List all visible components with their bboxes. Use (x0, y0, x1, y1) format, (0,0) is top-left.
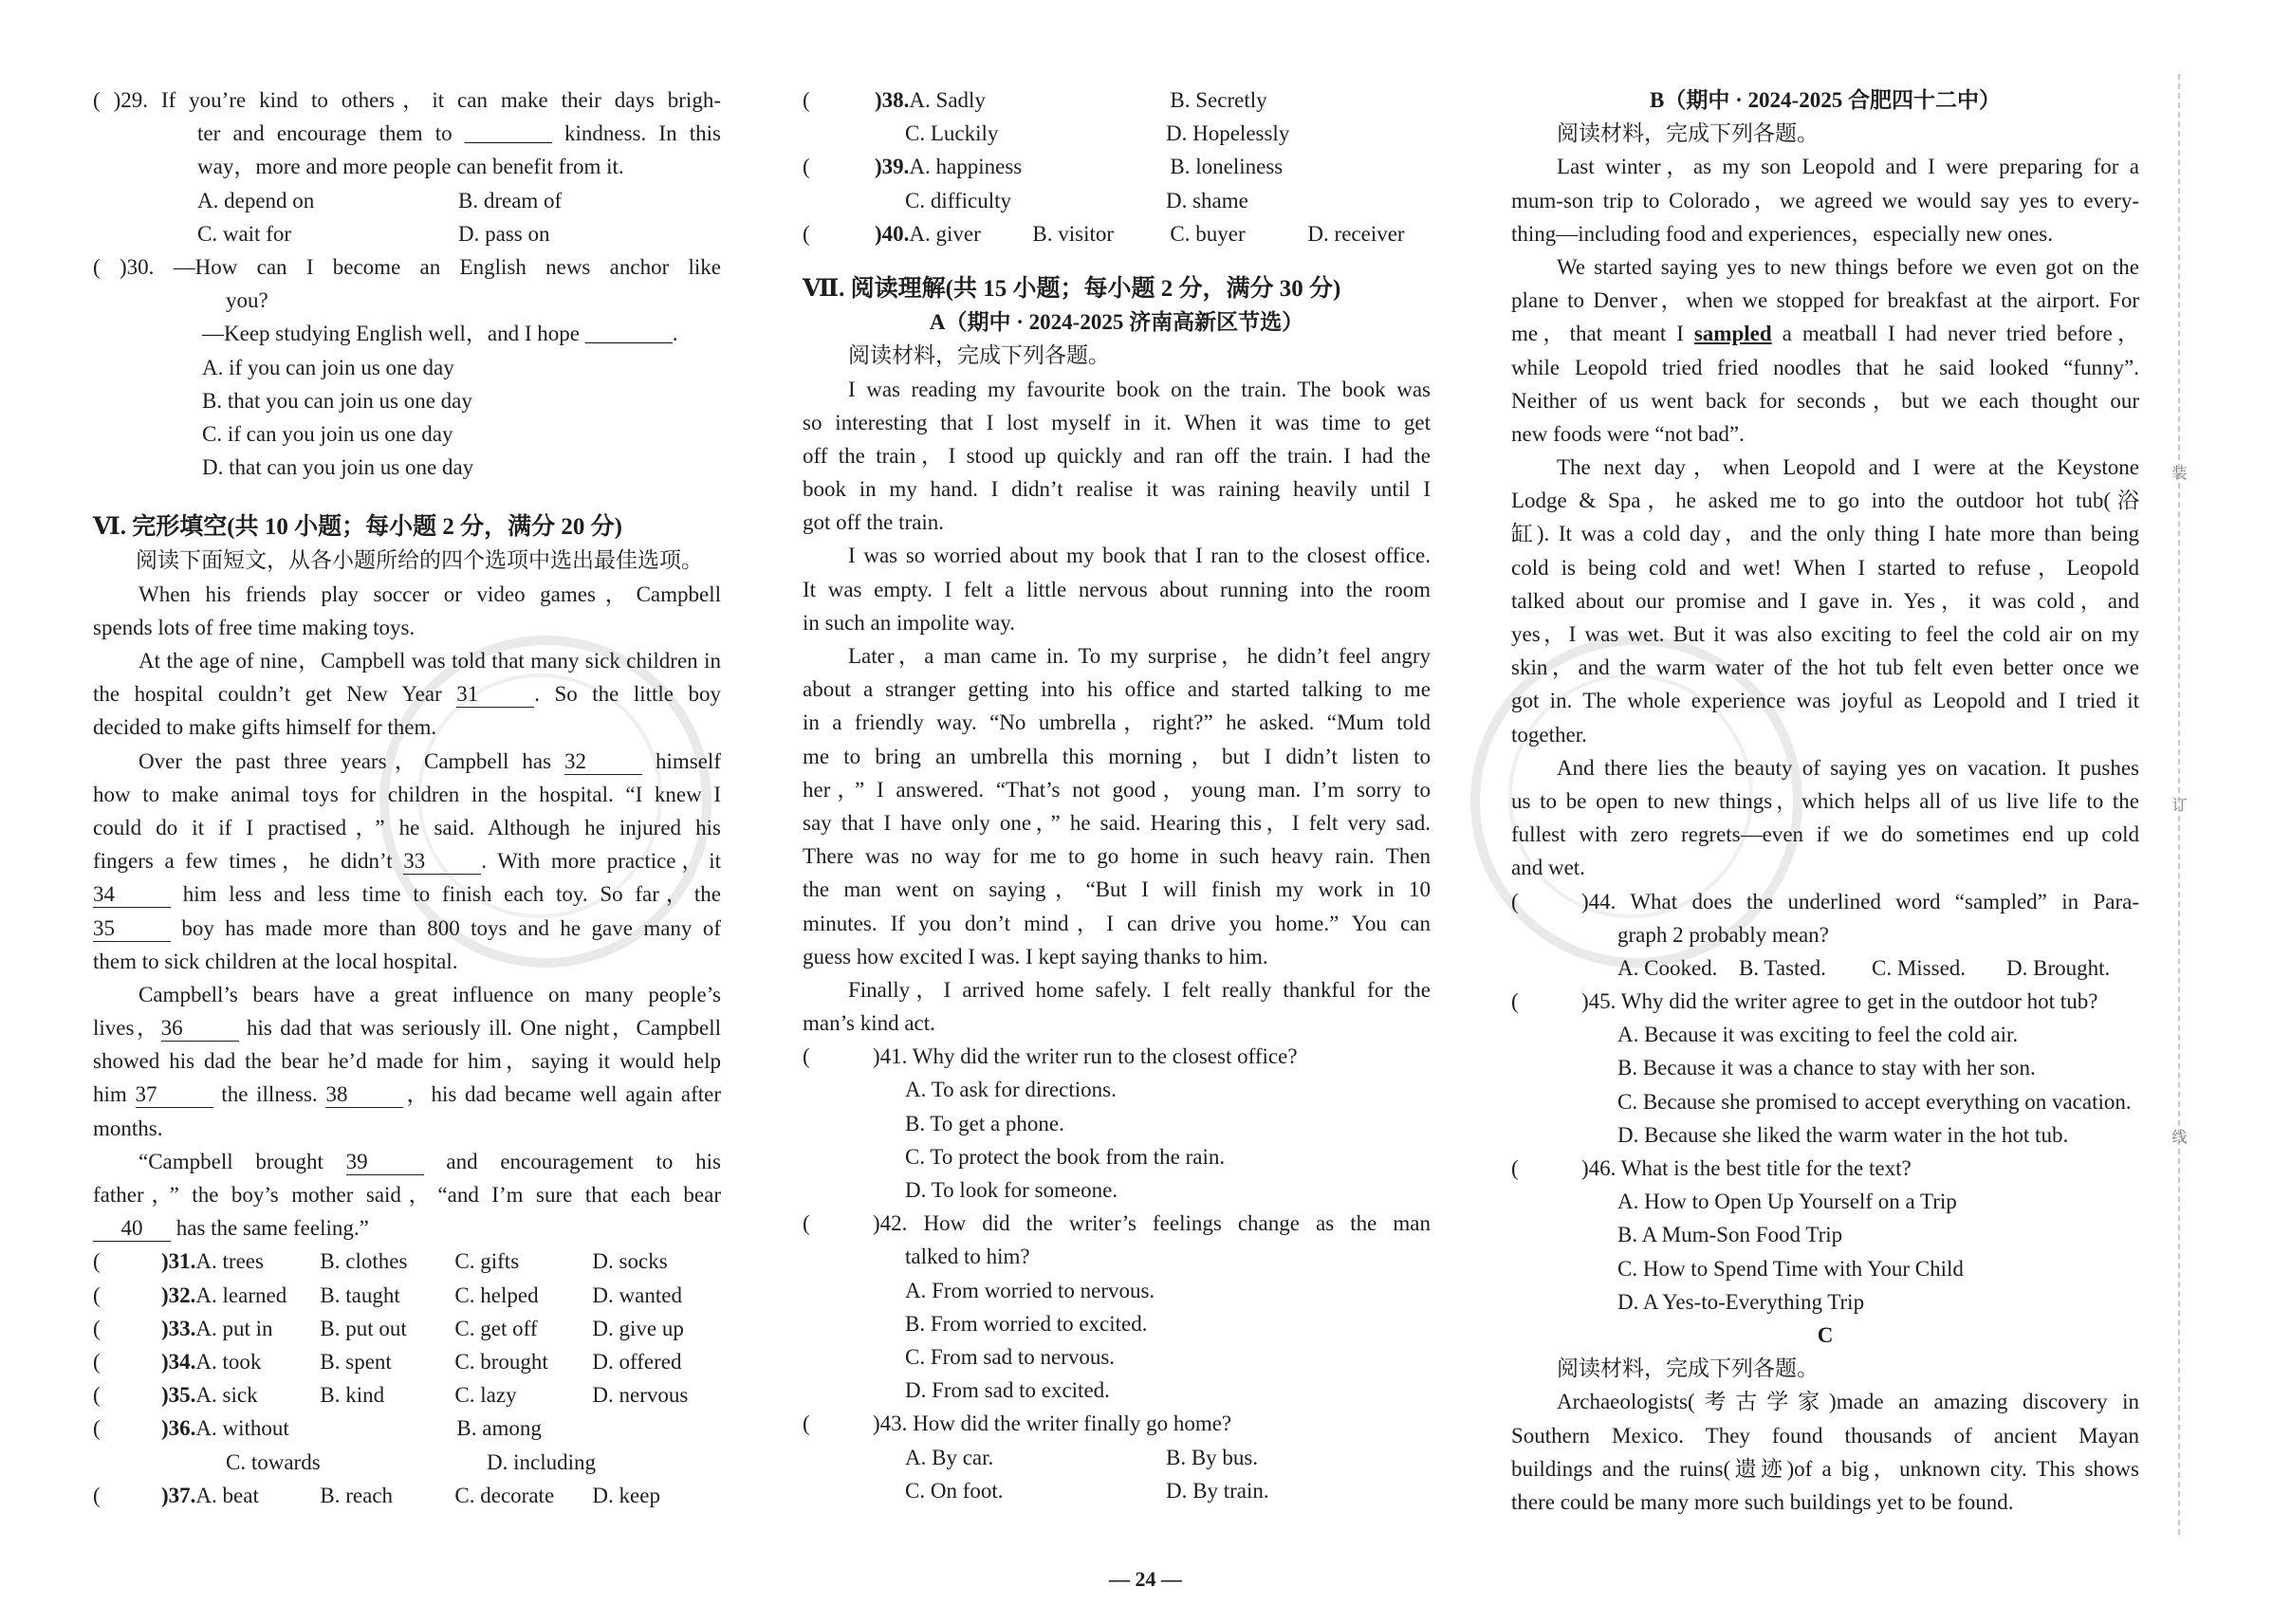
c2-passage-line: man’s kind act. (803, 1011, 935, 1036)
passage-c-title: C (1817, 1322, 1834, 1347)
q36-row-1: ( )36. A. without B. among (93, 1412, 721, 1445)
q42-option-d[interactable]: D. From sad to excited. (905, 1378, 1110, 1403)
c1-passage-line: lives，36 his dad that was seriously ill. One night，Campbell (93, 1016, 721, 1041)
q44-options-row (1511, 951, 2139, 985)
c1-passage-line: how to make animal toys for children in the hospital. “I knew I (93, 782, 721, 806)
c3-passage-line: plane to Denver，when we stopped for breakfast at the airport. For (1511, 288, 2139, 313)
passage-a-instructions: 阅读材料，完成下列各题。 (848, 343, 1110, 368)
q35-option-b[interactable]: B. kind (320, 1383, 385, 1408)
q40-option-c[interactable]: C. buyer (1170, 221, 1246, 246)
c1-passage-line: showed his dad the bear he’d made for him，saying it would help (93, 1049, 721, 1074)
q42-option-b[interactable]: B. From worried to excited. (905, 1311, 1148, 1336)
q43-option-c[interactable]: C. On foot. (905, 1478, 1004, 1503)
column-3 (1511, 83, 2139, 1519)
q35-option-d[interactable]: D. nervous (592, 1383, 689, 1408)
q34-option-c[interactable]: C. brought (454, 1349, 548, 1374)
c3-passage-line: thing—including food and experiences，especially new ones. (1511, 221, 2054, 246)
c2-passage-line: her，” I answered. “That’s not good，young man. I’m sorry to (803, 777, 1431, 802)
passage-a-text (803, 373, 1431, 1041)
q38-row-2 (803, 117, 1431, 150)
cloze-passage (93, 578, 721, 1246)
c3-passage-line: cold is being cold and wet! When I started to refuse，Leopold (1511, 555, 2139, 580)
c1-passage-line: spends lots of free time making toys. (93, 615, 416, 639)
c3-passage-line: Last winter，as my son Leopold and I were preparing for a (1557, 155, 2139, 179)
q39-option-b[interactable]: B. loneliness (1170, 155, 1284, 179)
q30-option-b[interactable]: B. that you can join us one day (202, 388, 472, 413)
q46-option-c[interactable]: C. How to Spend Time with Your Child (1617, 1256, 1964, 1281)
c2-passage-line: I was so worried about my book that I ran to the closest office. (848, 544, 1431, 568)
q33-option-a[interactable]: A. put in (195, 1316, 273, 1340)
q43-option-b[interactable]: B. By bus. (1166, 1445, 1259, 1469)
q35-row: ( )35. A. sick B. kind C. lazy D. nervous (93, 1378, 721, 1412)
margin-mark-2: 订 (2170, 797, 2186, 812)
q34-option-b[interactable]: B. spent (320, 1349, 392, 1374)
q37-option-a[interactable]: A. beat (195, 1483, 259, 1507)
q29-line-1: ( )29. If you’re kind to others，it can make their days brigh- (93, 88, 721, 112)
q46-option-a[interactable]: A. How to Open Up Yourself on a Trip (1617, 1190, 1957, 1214)
passage-b-title: B（期中 · 2024-2025 合肥四十二中） (1650, 88, 2001, 112)
q33-row: ( )33. A. put in B. put out C. get off D. give up (93, 1312, 721, 1345)
c2-passage-line: Finally，I arrived home safely. I felt really thankful for the (848, 977, 1431, 1002)
blank-36[interactable]: 36 (161, 1016, 239, 1042)
c3-passage-line: talked about our promise and I gave in. Yes，it was cold，and (1511, 588, 2139, 613)
c1-passage-line: fingers a few times，he didn’t 33 . With more practice，it (93, 849, 721, 874)
q29-options-row-2 (93, 217, 721, 250)
q29-option-a[interactable]: A. depend on (197, 188, 315, 212)
c3-passage-line: 缸). It was a cold day，and the only thing I hate more than being (1511, 522, 2139, 546)
c1-passage-line: months. (93, 1116, 163, 1140)
q29-line-3: way，more and more people can benefit from it. (197, 155, 624, 179)
c2-passage-line: Later，a man came in. To my surprise，he didn’t feel angry (848, 644, 1431, 668)
q45-option-a[interactable]: A. Because it was exciting to feel the cold air. (1617, 1023, 2019, 1047)
c3-passage-line: Neither of us went back for seconds，but we each thought our (1511, 388, 2139, 413)
q38-row-1: ( )38. A. Sadly B. Secretly (803, 83, 1431, 117)
passage-c-instructions: 阅读材料，完成下列各题。 (1557, 1356, 1819, 1381)
q30-option-c[interactable]: C. if can you join us one day (202, 421, 453, 446)
q42-option-a[interactable]: A. From worried to nervous. (905, 1278, 1155, 1302)
q43-options-row-2 (803, 1474, 1431, 1507)
q31-option-c[interactable]: C. gifts (454, 1249, 520, 1274)
c3-passage-line: skin，and the warm water of the hot tub felt even better once we (1511, 655, 2139, 680)
c2-passage-line: guess how excited I was. I kept saying thanks to him. (803, 944, 1268, 969)
q32-option-c[interactable]: C. helped (454, 1283, 539, 1307)
q41-option-c[interactable]: C. To protect the book from the rain. (905, 1144, 1226, 1169)
c1-passage-line: Over the past three years，Campbell has 32 himself (139, 748, 721, 773)
q32-option-a[interactable]: A. learned (195, 1283, 287, 1307)
q41-stem: ( )41. Why did the writer run to the closest office? (803, 1044, 1298, 1069)
q45-stem: ( )45. Why did the writer agree to get in the outdoor hot tub? (1511, 989, 2098, 1014)
c1-passage-line: him 37 the illness. 38 ，his dad became well again after (93, 1082, 722, 1107)
blank-37[interactable]: 37 (136, 1082, 213, 1108)
q41-option-a[interactable]: A. To ask for directions. (905, 1078, 1117, 1102)
q44-option-b[interactable]: B. Tasted. (1739, 955, 1826, 980)
blank-31[interactable]: 31 (456, 682, 534, 708)
c1-passage-line: 35 boy has made more than 800 toys and he gave many of (93, 915, 721, 940)
q41-option-d[interactable]: D. To look for someone. (905, 1178, 1118, 1202)
c3-passage-line: And there lies the beauty of saying yes on vacation. It pushes (1557, 755, 2139, 780)
c2-passage-line: got off the train. (803, 510, 945, 535)
q33-option-b[interactable]: B. put out (320, 1316, 407, 1340)
q29-option-b[interactable]: B. dream of (458, 188, 563, 212)
blank-38[interactable]: 38 (325, 1082, 403, 1108)
passage-b-questions (1511, 885, 2139, 1319)
c2-passage-line: minutes. If you don’t mind，I can drive you home.” You can (803, 911, 1431, 935)
q37-option-c[interactable]: C. decorate (454, 1483, 555, 1507)
q36-option-b[interactable]: B. among (456, 1416, 542, 1441)
q38-option-b[interactable]: B. Secretly (1170, 88, 1267, 112)
c3-passage-line: We started saying yes to new things before we even got on the (1557, 254, 2139, 279)
c3-cpassage-line: Southern Mexico. They found thousands of ancient Mayan (1511, 1423, 2139, 1448)
q32-option-b[interactable]: B. taught (320, 1283, 400, 1307)
q30-option-d[interactable]: D. that can you join us one day (202, 455, 474, 480)
q38-option-c[interactable]: C. Luckily (905, 121, 999, 146)
column-2 (803, 83, 1431, 1507)
q44-stem: ( )44. What does the underlined word “sampled” in Para- (1511, 889, 2139, 914)
c3-passage-line: and wet. (1511, 856, 1585, 880)
c3-passage-line: got in. The whole experience was joyful as Leopold and I tried it (1511, 689, 2139, 713)
q36-option-a[interactable]: A. without (195, 1416, 289, 1441)
c2-passage-line: off the train，I stood up quickly and ran off the train. I had the (803, 443, 1431, 468)
q30-line-2: you? (226, 288, 268, 313)
q37-row: ( )37. A. beat B. reach C. decorate D. keep (93, 1479, 721, 1512)
q38-number: )38. (875, 88, 910, 112)
q34-option-d[interactable]: D. offered (592, 1349, 682, 1374)
q46-option-b[interactable]: B. A Mum-Son Food Trip (1617, 1223, 1843, 1247)
q29-line-2: ter and encourage them to ________ kindness. In this (197, 121, 721, 146)
q45-option-b[interactable]: B. Because it was a chance to stay with her son. (1617, 1056, 2036, 1080)
c2-passage-line: about a stranger getting into his office and started talking to me (803, 677, 1431, 702)
q39-row-2 (803, 184, 1431, 217)
q34-option-a[interactable]: A. took (195, 1349, 262, 1374)
q44-option-c[interactable]: C. Missed. (1872, 955, 1967, 980)
q30-line-1: ( )30. —How can I become an English news anchor like (93, 254, 721, 279)
q44-option-d[interactable]: D. Brought. (2006, 955, 2111, 980)
c2-passage-line: in such an impolite way. (803, 610, 1015, 635)
section6-title: Ⅵ. 完形填空(共 10 小题；每小题 2 分，满分 20 分) (93, 514, 622, 541)
q37-option-b[interactable]: B. reach (320, 1483, 394, 1507)
c1-passage-line: could do it if I practised，” he said. Although he injured his (93, 815, 721, 840)
blank-33[interactable]: 33 (403, 849, 481, 875)
c3-passage-line: new foods were “not bad”. (1511, 421, 1745, 446)
q29-option-d[interactable]: D. pass on (458, 221, 550, 246)
blank-39[interactable]: 39 (346, 1150, 424, 1175)
q40-option-a[interactable]: A. giver (909, 221, 981, 246)
q41-option-b[interactable]: B. To get a phone. (905, 1111, 1064, 1135)
c1-passage-line: the hospital couldn’t get New Year 31 . So the little boy (93, 682, 721, 707)
q38-option-a[interactable]: A. Sadly (909, 88, 986, 112)
c1-passage-line: decided to make gifts himself for them. (93, 715, 437, 740)
q31-option-a[interactable]: A. trees (195, 1249, 264, 1274)
c2-passage-line: It was empty. I felt a little nervous about running into the room (803, 577, 1431, 601)
c1-passage-line: them to sick children at the local hospital. (93, 949, 458, 973)
q36-option-d[interactable]: D. including (487, 1449, 596, 1474)
q39-row-1: ( )39. A. happiness B. loneliness (803, 150, 1431, 183)
c3-passage-line: Lodge & Spa，he asked me to go into the outdoor hot tub(浴 (1511, 489, 2139, 513)
c2-passage-line: I was reading my favourite book on the train. The book was (848, 377, 1431, 401)
c2-passage-line: book in my hand. I didn’t realise it was raining heavily until I (803, 477, 1431, 502)
c3-cpassage-line: buildings and the ruins(遗迹)of a big，unknown city. This shows (1511, 1456, 2139, 1481)
c3-passage-line: mum-son trip to Colorado，we agreed we would say yes to every- (1511, 188, 2139, 212)
c2-passage-line: the man went on saying，“But I will finish my work in 10 (803, 877, 1431, 902)
q37-option-d[interactable]: D. keep (592, 1483, 660, 1507)
c1-passage-line: “Campbell brought 39 and encouragement to his (139, 1149, 722, 1173)
c1-passage-line: When his friends play soccer or video games，Campbell (139, 581, 721, 606)
c3-passage-line: while Leopold tried fried noodles that he said looked “funny”. (1511, 355, 2139, 379)
blank-35[interactable]: 35 (93, 916, 171, 942)
c2-passage-line: There was no way for me to go home in such heavy rain. Then (803, 844, 1431, 869)
c3-passage-line: yes，I was wet. But it was also exciting to feel the cold air on my (1511, 622, 2139, 646)
q39-option-a[interactable]: A. happiness (909, 155, 1023, 179)
c2-passage-line: say that I have only one，” he said. Hearing this，I felt very sad. (803, 810, 1431, 835)
q34-row: ( )34. A. took B. spent C. brought D. offered (93, 1345, 721, 1378)
q44-option-a[interactable]: A. Cooked. (1617, 955, 1718, 980)
c2-passage-line: so interesting that I lost myself in it. When it was time to get (803, 410, 1431, 434)
blank-40[interactable]: 40 (93, 1216, 171, 1242)
q32-option-d[interactable]: D. wanted (592, 1283, 682, 1307)
c1-passage-line: 34 him less and less time to finish each toy. So far，the (93, 882, 721, 907)
c2-passage-line: me to bring an umbrella this morning，but I didn’t listen to (803, 744, 1431, 768)
q42-stem-cont: talked to him? (905, 1245, 1030, 1269)
q43-option-a[interactable]: A. By car. (905, 1445, 994, 1469)
c3-passage-line: fullest with zero regrets—even if we do sometimes end up cold (1511, 822, 2139, 847)
q35-option-a[interactable]: A. sick (195, 1383, 258, 1408)
passage-b-text (1511, 150, 2139, 884)
q31-row: ( )31. A. trees B. clothes C. gifts D. socks (93, 1245, 721, 1278)
c3-passage-line: The next day，when Leopold and I were at the Keystone (1557, 455, 2139, 480)
c3-passage-line: us to be open to new things，which helps all of us live life to the (1511, 788, 2139, 813)
q42-option-c[interactable]: C. From sad to nervous. (905, 1344, 1116, 1369)
q33-option-c[interactable]: C. get off (454, 1316, 538, 1340)
page-number: — 24 — (1109, 1567, 1182, 1591)
q46-option-d[interactable]: D. A Yes-to-Everything Trip (1617, 1289, 1865, 1314)
q29-option-c[interactable]: C. wait for (197, 221, 292, 246)
q33-option-d[interactable]: D. give up (592, 1316, 684, 1340)
q32-row: ( )32. A. learned B. taught C. helped D. wanted (93, 1279, 721, 1312)
c2-passage-line: in a friendly way. “No umbrella，right?” he asked. “Mum told (803, 710, 1431, 735)
q42-stem: ( )42. How did the writer’s feelings change as the man (803, 1211, 1431, 1236)
q45-option-d[interactable]: D. Because she liked the warm water in the hot tub. (1617, 1122, 2069, 1147)
q30-option-a[interactable]: A. if you can join us one day (202, 355, 454, 379)
q30-line-3: —Keep studying English well，and I hope ________. (202, 322, 678, 346)
q36-row-2 (93, 1446, 721, 1479)
c3-passage-line: together. (1511, 722, 1587, 747)
passage-a-questions (803, 1040, 1431, 1507)
c1-passage-line: father，” the boy’s mother said，“and I’m sure that each bear (93, 1183, 721, 1207)
q43-options-row-1 (803, 1441, 1431, 1474)
q39-option-d[interactable]: D. shame (1166, 188, 1248, 212)
margin-mark-1: 装 (2170, 465, 2186, 480)
c1-passage-line: 40 has the same feeling.” (93, 1211, 721, 1245)
passage-c-text (1511, 1385, 2139, 1519)
q46-stem: ( )46. What is the best title for the text? (1511, 1156, 1912, 1180)
q31-option-b[interactable]: B. clothes (320, 1249, 408, 1274)
q40-row: ( )40. A. giver B. visitor C. buyer D. receiver (803, 217, 1431, 250)
blank-32[interactable]: 32 (564, 749, 642, 775)
q45-option-c[interactable]: C. Because she promised to accept everything on vacation. (1617, 1089, 2132, 1114)
c1-passage-line: Campbell’s bears have a great influence on many people’s (139, 982, 721, 1006)
q43-option-d[interactable]: D. By train. (1166, 1478, 1269, 1503)
c3-cpassage-line: Archaeologists(考古学家)made an amazing discovery in (1557, 1390, 2139, 1414)
blank-34[interactable]: 34 (93, 882, 171, 908)
margin-mark-3: 线 (2170, 1129, 2186, 1144)
q40-option-b[interactable]: B. visitor (1032, 221, 1115, 246)
q39-option-c[interactable]: C. difficulty (905, 188, 1012, 212)
q38-option-d[interactable]: D. Hopelessly (1166, 121, 1290, 146)
q35-option-c[interactable]: C. lazy (454, 1383, 517, 1408)
q31-option-d[interactable]: D. socks (592, 1249, 668, 1274)
column-1 (93, 83, 721, 1512)
q36-option-c[interactable]: C. towards (226, 1449, 321, 1474)
underlined-word: sampled (1693, 322, 1772, 346)
q40-option-d[interactable]: D. receiver (1307, 221, 1405, 246)
c1-passage-line: At the age of nine，Campbell was told that many sick children in (139, 649, 721, 673)
c3-cpassage-line: there could be many more such buildings yet to be found. (1511, 1489, 2014, 1514)
q29-options-row-1 (93, 184, 721, 217)
cloze-questions (93, 1245, 721, 1512)
q43-stem: ( )43. How did the writer finally go home? (803, 1412, 1232, 1436)
q44-stem-cont: graph 2 probably mean? (1617, 922, 1829, 947)
c3-passage-line: me，that meant I sampled a meatball I had never tried before， (1511, 322, 2139, 346)
passage-a-title: A（期中 · 2024-2025 济南高新区节选） (929, 310, 1304, 335)
section7-title: Ⅶ. 阅读理解(共 15 小题；每小题 2 分，满分 30 分) (803, 275, 1341, 302)
passage-b-instructions: 阅读材料，完成下列各题。 (1557, 121, 1819, 146)
section6-instructions: 阅读下面短文，从各小题所给的四个选项中选出最佳选项。 (136, 548, 703, 573)
